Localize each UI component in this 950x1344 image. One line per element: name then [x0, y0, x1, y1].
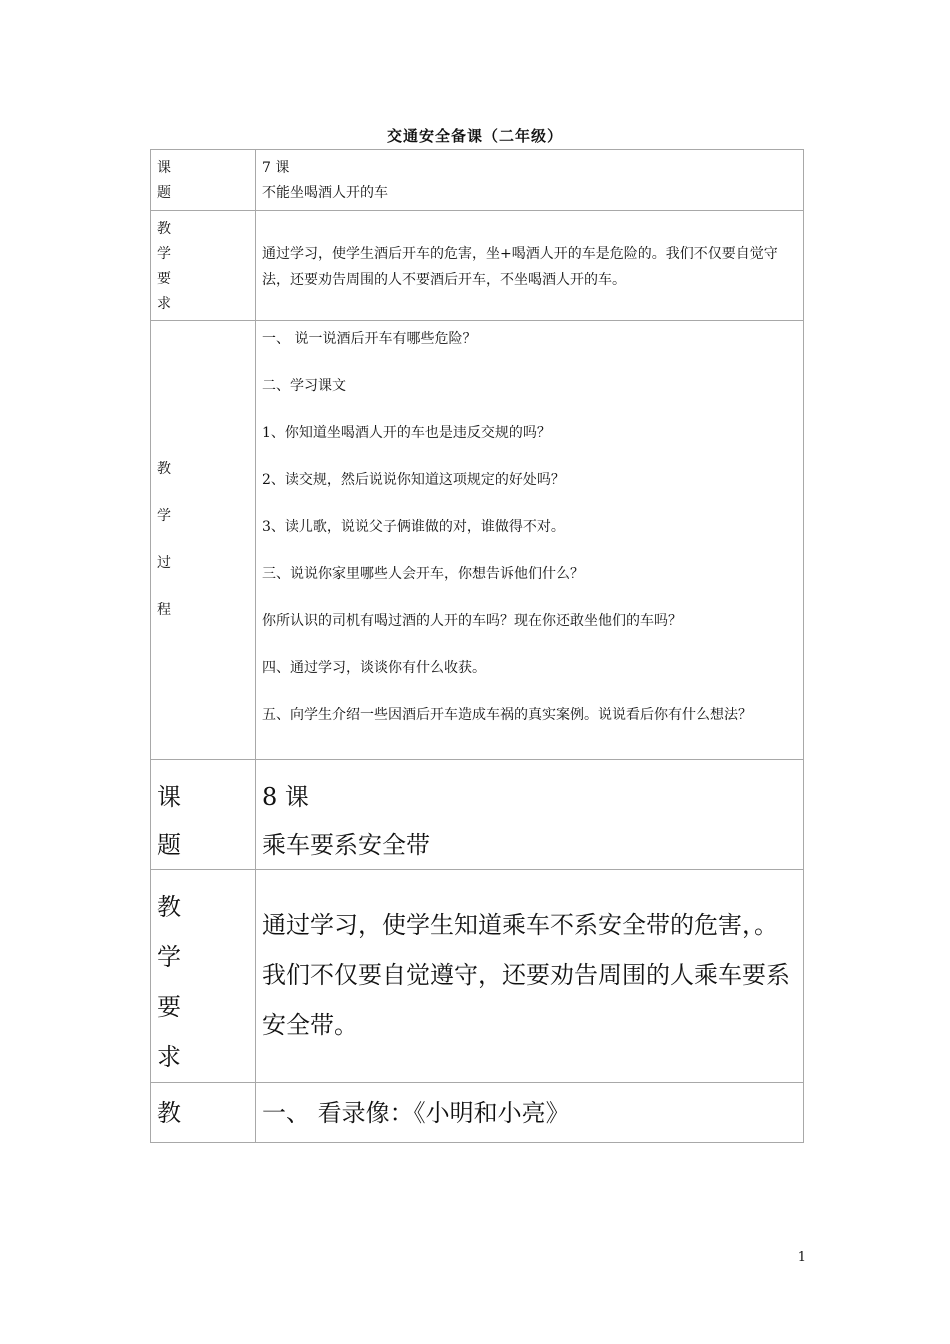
process-item: 二、学习课文	[262, 378, 346, 394]
lesson8-req-text: 通过学习，使学生知道乘车不系安全带的危害，。我们不仅要自觉遵守，还要劝告周围的人乘车要系安全带。	[262, 911, 790, 1039]
label-char: 教	[157, 893, 181, 921]
lesson7-number: 7 课	[262, 160, 290, 176]
lesson8-topic: 乘车要系安全带	[262, 831, 430, 859]
label-char: 求	[157, 1043, 181, 1071]
label-char: 题	[157, 185, 171, 201]
process-item: 一、 说一说酒后开车有哪些危险？	[262, 331, 477, 347]
label-char: 要	[157, 993, 181, 1021]
lesson7-process-row	[151, 321, 804, 760]
label-char: 程	[157, 602, 171, 618]
lesson8-proc-cell	[256, 1083, 804, 1143]
lesson8-req-cell	[256, 870, 804, 1083]
lesson8-proc-label-cell	[151, 1083, 256, 1143]
label-char: 学	[157, 943, 181, 971]
process-item: 3、读儿歌，说说父子俩谁做的对，谁做得不对。	[262, 519, 565, 535]
lesson8-req-label-cell	[151, 870, 256, 1083]
lesson7-proc-cell	[256, 321, 804, 760]
process-item: 五、向学生介绍一些因酒后开车造成车祸的真实案例。说说看后你有什么想法？	[262, 707, 752, 723]
label-char: 学	[157, 508, 171, 524]
process-item: 2、读交规，然后说说你知道这项规定的好处吗？	[262, 472, 565, 488]
label-char: 题	[157, 831, 181, 859]
label-char: 要	[157, 271, 171, 287]
lesson8-topic-row	[151, 760, 804, 870]
lesson8-number: 8 课	[262, 783, 309, 811]
lesson8-process-row	[151, 1083, 804, 1143]
lesson7-proc-label-cell	[151, 321, 256, 760]
lesson7-req-cell	[256, 211, 804, 321]
lesson7-topic: 不能坐喝酒人开的车	[262, 185, 388, 201]
lesson8-topic-label-cell	[151, 760, 256, 870]
lesson7-req-label-cell	[151, 211, 256, 321]
process-item: 四、通过学习，谈谈你有什么收获。	[262, 660, 486, 676]
lesson8-requirements-row	[151, 870, 804, 1083]
lesson7-topic-cell	[256, 150, 804, 211]
label-char: 过	[157, 555, 171, 571]
lesson7-topic-row	[151, 150, 804, 211]
label-char: 教	[157, 221, 171, 237]
label-char: 教	[157, 461, 171, 477]
label-char: 课	[157, 783, 181, 811]
process-item: 一、 看录像：《小明和小亮》	[262, 1099, 570, 1127]
label-char: 求	[157, 296, 171, 312]
lesson7-requirements-row	[151, 211, 804, 321]
process-item: 你所认识的司机有喝过酒的人开的车吗？现在你还敢坐他们的车吗？	[262, 613, 682, 629]
page-number: 1	[797, 1250, 806, 1265]
label-char: 教	[157, 1099, 181, 1127]
lesson-plan-table	[150, 149, 804, 1143]
lesson8-topic-cell	[256, 760, 804, 870]
lesson7-topic-label-cell	[151, 150, 256, 211]
lesson7-req-text: 通过学习，使学生酒后开车的危害，坐+喝酒人开的车是危险的。我们不仅要自觉守法，还要劝告周围的人不要酒后开车，不坐喝酒人开的车。	[262, 246, 778, 288]
process-item: 三、说说你家里哪些人会开车，你想告诉他们什么？	[262, 566, 584, 582]
label-char: 课	[157, 160, 171, 176]
document-title: 交通安全备课（二年级）	[386, 127, 563, 145]
process-item: 1、你知道坐喝酒人开的车也是违反交规的吗？	[262, 425, 551, 441]
label-char: 学	[157, 246, 171, 262]
